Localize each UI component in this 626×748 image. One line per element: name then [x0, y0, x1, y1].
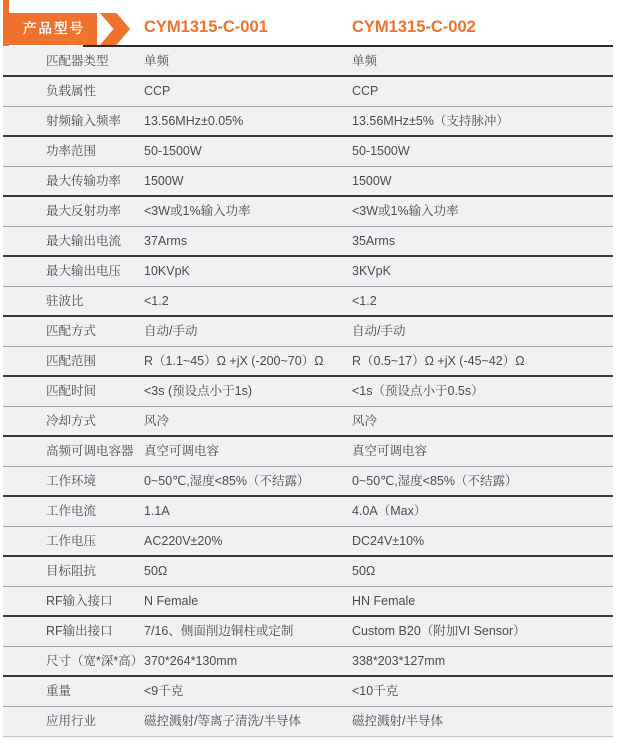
spec-value-model-1: 单频: [144, 54, 170, 68]
spec-value-model-2: <1.2: [352, 294, 377, 308]
spec-label: 高频可调电容器: [46, 444, 134, 458]
spec-label: 尺寸（宽*深*高）: [46, 654, 144, 668]
spec-value-model-2: R（0.5~17）Ω +jX (-45~42）Ω: [352, 354, 525, 368]
spec-value-model-1: R（1.1~45）Ω +jX (-200~70）Ω: [144, 354, 324, 368]
spec-value-model-2: 单频: [352, 54, 378, 68]
spec-value-model-2: 自动/手动: [352, 324, 406, 338]
table-row: [3, 587, 613, 617]
spec-label: 应用行业: [46, 714, 97, 728]
spec-label: 最大输出电压: [46, 264, 122, 278]
spec-value-model-1: <9千克: [144, 684, 184, 698]
spec-value-model-2: 338*203*127mm: [352, 654, 446, 668]
spec-value-model-1: 50Ω: [144, 564, 168, 578]
spec-label: 工作环境: [46, 474, 97, 488]
spec-value-model-1: <3s (预设点小于1s): [144, 384, 253, 398]
spec-value-model-1: 磁控溅射/等离子清洗/半导体: [144, 714, 301, 728]
table-row: [3, 437, 613, 467]
table-row: [3, 77, 613, 107]
spec-value-model-1: 1500W: [144, 174, 184, 188]
spec-label: 最大反射功率: [46, 204, 122, 218]
table-row: [3, 647, 613, 677]
spec-label: 负载属性: [46, 84, 97, 98]
spec-value-model-2: 4.0A（Max）: [352, 504, 427, 518]
spec-value-model-2: 真空可调电容: [352, 444, 428, 458]
table-row: [3, 197, 613, 227]
spec-value-model-2: 1500W: [352, 174, 392, 188]
spec-value-model-2: Custom B20（附加VI Sensor）: [352, 624, 526, 638]
table-row: [3, 347, 613, 377]
spec-value-model-2: 13.56MHz±5%（支持脉冲）: [352, 114, 509, 128]
spec-value-model-2: 0~50℃,湿度<85%（不结露）: [352, 474, 518, 488]
spec-value-model-1: 0~50℃,湿度<85%（不结露）: [144, 474, 310, 488]
spec-value-model-1: N Female: [144, 594, 199, 608]
table-row: [3, 677, 613, 707]
table-row: [3, 707, 613, 737]
spec-value-model-2: CCP: [352, 84, 379, 98]
product-model-badge: [9, 13, 130, 45]
column-header-model-2: CYM1315-C-002: [352, 18, 476, 36]
spec-label: 匹配时间: [46, 384, 97, 398]
spec-table-header: [3, 0, 613, 47]
spec-label: 目标阻抗: [46, 564, 97, 578]
spec-label: 重量: [46, 684, 72, 698]
table-row: [3, 257, 613, 287]
spec-value-model-2: 35Arms: [352, 234, 396, 248]
table-row: [3, 137, 613, 167]
table-row: [3, 377, 613, 407]
spec-label: 功率范围: [46, 144, 97, 158]
spec-value-model-2: 磁控溅射/半导体: [352, 714, 443, 728]
spec-label: 射频输入频率: [46, 114, 122, 128]
spec-value-model-1: 1.1A: [144, 504, 170, 518]
spec-value-model-1: 37Arms: [144, 234, 188, 248]
table-row: [3, 467, 613, 497]
spec-value-model-2: 50-1500W: [352, 144, 410, 158]
spec-value-model-1: AC220V±20%: [144, 534, 223, 548]
arrow-right-icon: [100, 13, 130, 45]
spec-label: 冷却方式: [46, 414, 97, 428]
spec-label: 最大输出电流: [46, 234, 122, 248]
spec-value-model-1: 13.56MHz±0.05%: [144, 114, 244, 128]
spec-value-model-1: CCP: [144, 84, 171, 98]
spec-value-model-1: 自动/手动: [144, 324, 198, 338]
spec-value-model-2: <1s（预设点小于0.5s）: [352, 384, 484, 398]
spec-value-model-1: <1.2: [144, 294, 169, 308]
spec-value-model-1: 真空可调电容: [144, 444, 220, 458]
spec-value-model-1: 10KVpK: [144, 264, 190, 278]
table-row: [3, 107, 613, 137]
spec-label: 最大传输功率: [46, 174, 122, 188]
table-row: [3, 527, 613, 557]
spec-label: 匹配方式: [46, 324, 97, 338]
spec-value-model-1: <3W或1%输入功率: [144, 204, 251, 218]
spec-label: 匹配范围: [46, 354, 97, 368]
spec-label: RF输出接口: [46, 624, 113, 638]
table-row: [3, 497, 613, 527]
spec-value-model-2: <10千克: [352, 684, 399, 698]
spec-value-model-2: HN Female: [352, 594, 416, 608]
spec-value-model-2: DC24V±10%: [352, 534, 425, 548]
spec-label: 工作电压: [46, 534, 97, 548]
spec-value-model-2: 50Ω: [352, 564, 376, 578]
spec-label: 驻波比: [46, 294, 84, 308]
spec-value-model-1: 7/16、侧面削边铜柱或定制: [144, 624, 294, 638]
spec-label: 匹配器类型: [46, 54, 109, 68]
spec-value-model-2: <3W或1%输入功率: [352, 204, 459, 218]
table-row: [3, 227, 613, 257]
spec-value-model-2: 风冷: [352, 414, 378, 428]
spec-value-model-1: 370*264*130mm: [144, 654, 238, 668]
table-row: [3, 167, 613, 197]
badge-label: 产品型号: [9, 13, 97, 45]
spec-table: [3, 0, 613, 738]
table-row: [3, 407, 613, 437]
spec-value-model-1: 风冷: [144, 414, 170, 428]
spec-value-model-1: 50-1500W: [144, 144, 202, 158]
spec-label: RF输入接口: [46, 594, 113, 608]
spec-value-model-2: 3KVpK: [352, 264, 391, 278]
table-row: [3, 557, 613, 587]
table-row: [3, 47, 613, 77]
spec-label: 工作电流: [46, 504, 97, 518]
column-header-model-1: CYM1315-C-001: [144, 18, 268, 36]
table-row: [3, 617, 613, 647]
table-row: [3, 287, 613, 317]
table-row: [3, 317, 613, 347]
spec-table-body: [3, 47, 613, 738]
